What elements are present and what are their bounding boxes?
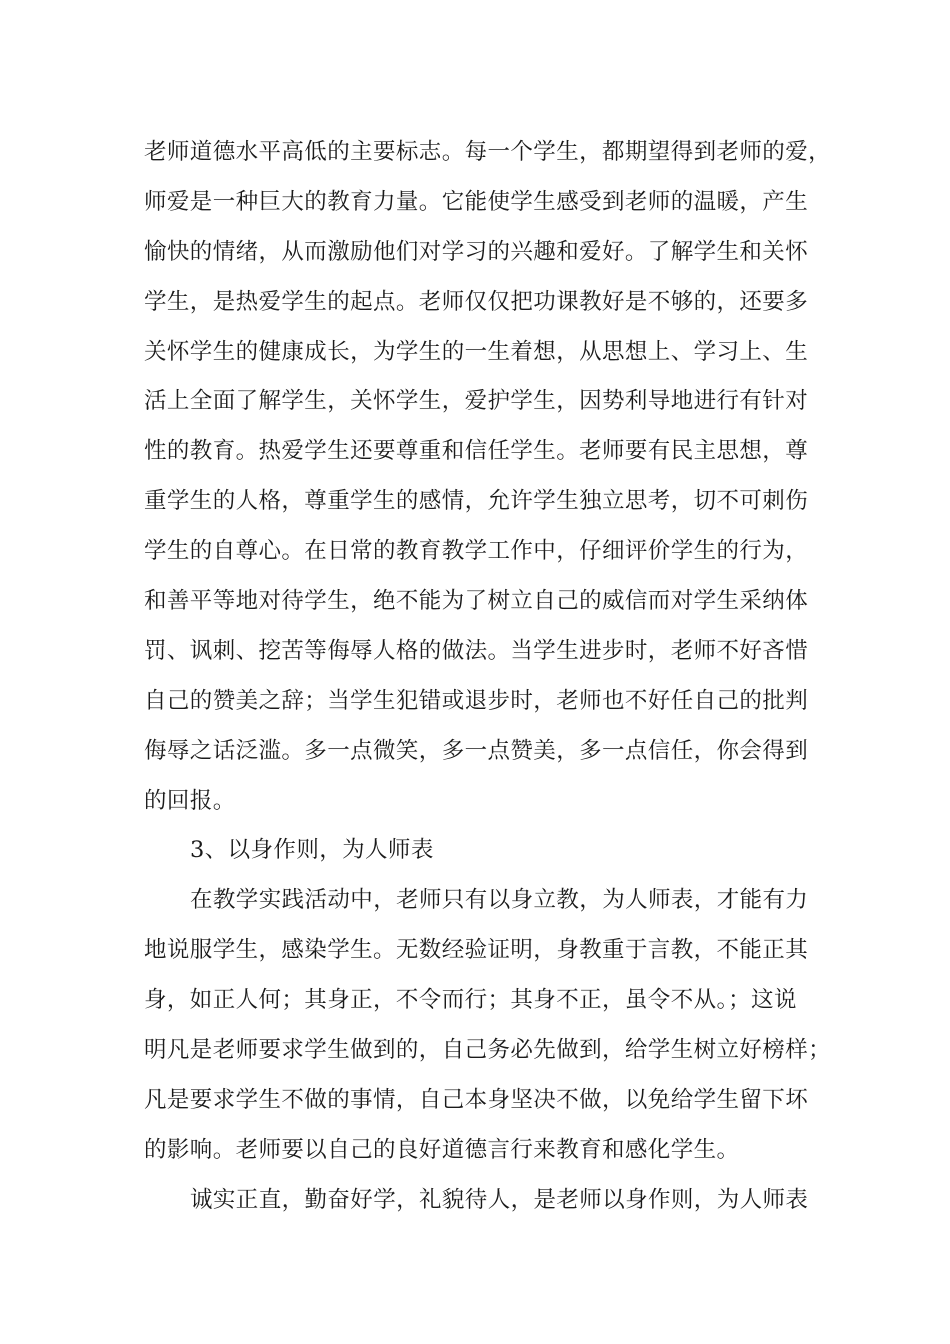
text-line: 地说服学生，感染学生。无数经验证明，身教重于言教，不能正其 (144, 937, 809, 964)
text-line: 的回报。 (144, 787, 236, 814)
body-text (144, 128, 844, 1226)
text-line: 师爱是一种巨大的教育力量。它能使学生感受到老师的温暖，产生 (144, 188, 809, 215)
text-line: 重学生的人格，尊重学生的感情，允许学生独立思考，切不可刺伤 (144, 488, 809, 515)
text-line: 老师道德水平高低的主要标志。每一个学生，都期望得到老师的爱， (144, 139, 832, 165)
text-line: 学生，是热爱学生的起点。老师仅仅把功课教好是不够的，还要多 (144, 288, 809, 315)
text-line: 身，如正人何；其身正，不令而行；其身不正，虽令不从。；这说 (144, 987, 797, 1014)
text-line: 自己的赞美之辞；当学生犯错或退步时，老师也不好任自己的批判 (144, 687, 809, 714)
text-line: 的影响。老师要以自己的良好道德言行来教育和感化学生。 (144, 1136, 740, 1163)
text-line: 凡是要求学生不做的事情，自己本身坚决不做，以免给学生留下坏 (144, 1086, 809, 1113)
section-heading: 3、以身作则，为人师表 (190, 837, 434, 864)
text-line: 活上全面了解学生，关怀学生，爱护学生，因势利导地进行有针对 (144, 388, 809, 415)
text-line: 诚实正直，勤奋好学，礼貌待人，是老师以身作则，为人师表 (190, 1186, 809, 1213)
text-line: 罚、讽刺、挖苦等侮辱人格的做法。当学生进步时，老师不好吝惜 (144, 637, 809, 664)
text-line: 关怀学生的健康成长，为学生的一生着想，从思想上、学习上、生 (144, 338, 809, 365)
text-line: 性的教育。热爱学生还要尊重和信任学生。老师要有民主思想，尊 (144, 438, 809, 465)
text-line: 侮辱之话泛滥。多一点微笑，多一点赞美，多一点信任，你会得到 (144, 737, 809, 764)
text-line: 明凡是老师要求学生做到的，自己务必先做到，给学生树立好榜样； (144, 1037, 832, 1064)
text-line: 和善平等地对待学生，绝不能为了树立自己的威信而对学生采纳体 (144, 588, 809, 615)
text-line: 学生的自尊心。在日常的教育教学工作中，仔细评价学生的行为， (144, 538, 809, 565)
text-line: 在教学实践活动中，老师只有以身立教，为人师表，才能有力 (190, 887, 809, 914)
text-line: 愉快的情绪，从而激励他们对学习的兴趣和爱好。了解学生和关怀 (144, 238, 809, 265)
